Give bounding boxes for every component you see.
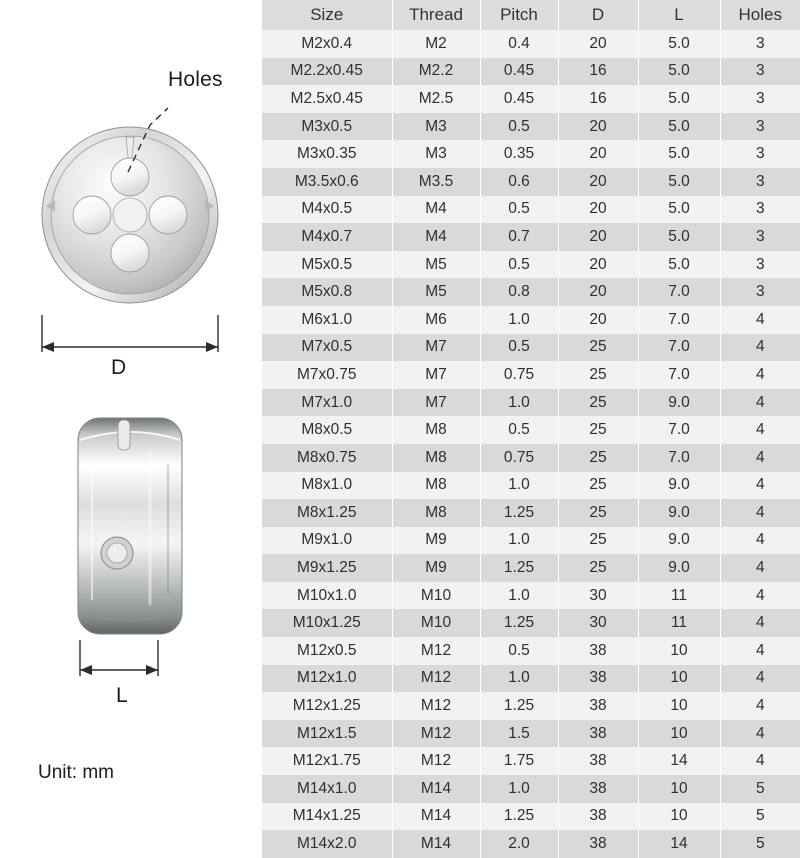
cell-l: 9.0	[638, 527, 720, 555]
cell-holes: 4	[720, 609, 800, 637]
cell-holes: 3	[720, 278, 800, 306]
column-header-pitch: Pitch	[480, 0, 558, 30]
cell-l: 5.0	[638, 140, 720, 168]
cell-size: M4x0.5	[262, 196, 392, 224]
cell-size: M9x1.25	[262, 554, 392, 582]
column-header-holes: Holes	[720, 0, 800, 30]
cell-thread: M3	[392, 140, 480, 168]
holes-callout-label: Holes	[168, 68, 223, 91]
cell-thread: M12	[392, 637, 480, 665]
column-header-d: D	[558, 0, 638, 30]
cell-l: 10	[638, 692, 720, 720]
cell-holes: 4	[720, 747, 800, 775]
cell-size: M8x1.25	[262, 499, 392, 527]
cell-d: 38	[558, 692, 638, 720]
cell-size: M10x1.25	[262, 609, 392, 637]
cell-d: 38	[558, 775, 638, 803]
cell-l: 7.0	[638, 444, 720, 472]
table-row	[262, 472, 800, 500]
cell-pitch: 0.8	[480, 278, 558, 306]
cell-d: 20	[558, 251, 638, 279]
cell-size: M7x0.75	[262, 361, 392, 389]
cell-l: 7.0	[638, 416, 720, 444]
cell-pitch: 0.5	[480, 637, 558, 665]
cell-l: 7.0	[638, 306, 720, 334]
cell-size: M2x0.4	[262, 30, 392, 58]
cell-holes: 4	[720, 637, 800, 665]
dimension-arrow-horizontal-icon-l	[80, 640, 158, 676]
cell-pitch: 0.35	[480, 140, 558, 168]
table-row	[262, 527, 800, 555]
cell-holes: 5	[720, 803, 800, 831]
cell-thread: M10	[392, 582, 480, 610]
cell-d: 20	[558, 306, 638, 334]
table-row	[262, 444, 800, 472]
cell-thread: M3	[392, 113, 480, 141]
cell-holes: 3	[720, 113, 800, 141]
cell-l: 5.0	[638, 223, 720, 251]
cell-size: M5x0.5	[262, 251, 392, 279]
cell-size: M14x2.0	[262, 830, 392, 858]
cell-holes: 4	[720, 720, 800, 748]
table-row	[262, 775, 800, 803]
cell-d: 25	[558, 527, 638, 555]
table-row	[262, 113, 800, 141]
cell-size: M7x0.5	[262, 334, 392, 362]
cell-l: 9.0	[638, 389, 720, 417]
cell-thread: M14	[392, 830, 480, 858]
table-row	[262, 637, 800, 665]
cell-l: 9.0	[638, 472, 720, 500]
cell-holes: 3	[720, 168, 800, 196]
cell-thread: M7	[392, 334, 480, 362]
cell-size: M3x0.5	[262, 113, 392, 141]
cell-l: 11	[638, 609, 720, 637]
table-row	[262, 582, 800, 610]
cell-size: M4x0.7	[262, 223, 392, 251]
cell-holes: 4	[720, 416, 800, 444]
table-row	[262, 223, 800, 251]
cell-d: 25	[558, 334, 638, 362]
round-die-side-view-icon	[78, 418, 182, 634]
cell-pitch: 1.0	[480, 775, 558, 803]
cell-pitch: 1.0	[480, 527, 558, 555]
cell-thread: M12	[392, 747, 480, 775]
cell-l: 7.0	[638, 361, 720, 389]
cell-d: 38	[558, 720, 638, 748]
cell-thread: M9	[392, 554, 480, 582]
cell-d: 20	[558, 113, 638, 141]
cell-holes: 3	[720, 58, 800, 86]
table-row	[262, 278, 800, 306]
cell-d: 25	[558, 444, 638, 472]
illustration-svg	[0, 0, 262, 800]
cell-thread: M8	[392, 444, 480, 472]
cell-thread: M5	[392, 278, 480, 306]
cell-l: 14	[638, 830, 720, 858]
cell-pitch: 1.0	[480, 582, 558, 610]
product-illustration	[0, 0, 262, 800]
cell-size: M8x0.75	[262, 444, 392, 472]
cell-l: 7.0	[638, 334, 720, 362]
cell-pitch: 0.75	[480, 361, 558, 389]
cell-d: 20	[558, 140, 638, 168]
cell-holes: 3	[720, 223, 800, 251]
cell-d: 30	[558, 582, 638, 610]
table-row	[262, 416, 800, 444]
cell-pitch: 0.5	[480, 196, 558, 224]
cell-l: 10	[638, 775, 720, 803]
table-row	[262, 58, 800, 86]
column-header-l: L	[638, 0, 720, 30]
table-row	[262, 692, 800, 720]
table-row	[262, 85, 800, 113]
cell-d: 16	[558, 58, 638, 86]
table-row	[262, 803, 800, 831]
table-row	[262, 389, 800, 417]
cell-size: M12x0.5	[262, 637, 392, 665]
cell-pitch: 0.4	[480, 30, 558, 58]
cell-size: M12x1.75	[262, 747, 392, 775]
column-header-size: Size	[262, 0, 392, 30]
cell-l: 5.0	[638, 85, 720, 113]
round-die-top-view-icon	[42, 127, 218, 303]
cell-holes: 4	[720, 554, 800, 582]
cell-d: 38	[558, 830, 638, 858]
cell-pitch: 0.5	[480, 113, 558, 141]
cell-holes: 5	[720, 775, 800, 803]
table-body	[262, 30, 800, 858]
column-header-thread: Thread	[392, 0, 480, 30]
table-row	[262, 334, 800, 362]
cell-d: 38	[558, 803, 638, 831]
cell-l: 5.0	[638, 168, 720, 196]
cell-pitch: 1.75	[480, 747, 558, 775]
table-row	[262, 554, 800, 582]
cell-pitch: 0.7	[480, 223, 558, 251]
cell-size: M2.5x0.45	[262, 85, 392, 113]
cell-pitch: 0.5	[480, 416, 558, 444]
cell-thread: M4	[392, 223, 480, 251]
cell-holes: 4	[720, 472, 800, 500]
cell-pitch: 2.0	[480, 830, 558, 858]
cell-pitch: 1.0	[480, 389, 558, 417]
cell-d: 25	[558, 361, 638, 389]
cell-size: M9x1.0	[262, 527, 392, 555]
cell-l: 10	[638, 665, 720, 693]
table-row	[262, 361, 800, 389]
cell-thread: M2	[392, 30, 480, 58]
cell-size: M7x1.0	[262, 389, 392, 417]
table-row	[262, 140, 800, 168]
cell-l: 5.0	[638, 30, 720, 58]
cell-size: M6x1.0	[262, 306, 392, 334]
cell-size: M12x1.5	[262, 720, 392, 748]
cell-holes: 4	[720, 499, 800, 527]
cell-holes: 4	[720, 306, 800, 334]
cell-pitch: 1.25	[480, 554, 558, 582]
specification-table	[262, 0, 800, 858]
cell-thread: M12	[392, 692, 480, 720]
cell-pitch: 0.45	[480, 58, 558, 86]
cell-size: M3.5x0.6	[262, 168, 392, 196]
cell-holes: 4	[720, 665, 800, 693]
cell-d: 25	[558, 389, 638, 417]
unit-note: Unit: mm	[38, 762, 114, 783]
cell-size: M12x1.0	[262, 665, 392, 693]
cell-d: 38	[558, 637, 638, 665]
cell-l: 9.0	[638, 499, 720, 527]
cell-holes: 4	[720, 389, 800, 417]
cell-thread: M9	[392, 527, 480, 555]
cell-d: 38	[558, 665, 638, 693]
cell-holes: 4	[720, 692, 800, 720]
cell-d: 20	[558, 168, 638, 196]
cell-pitch: 0.6	[480, 168, 558, 196]
cell-d: 25	[558, 554, 638, 582]
cell-pitch: 1.5	[480, 720, 558, 748]
cell-size: M14x1.0	[262, 775, 392, 803]
cell-d: 25	[558, 416, 638, 444]
cell-l: 5.0	[638, 251, 720, 279]
table-row	[262, 830, 800, 858]
cell-d: 25	[558, 499, 638, 527]
cell-holes: 3	[720, 251, 800, 279]
cell-l: 10	[638, 720, 720, 748]
cell-l: 9.0	[638, 554, 720, 582]
cell-thread: M10	[392, 609, 480, 637]
cell-d: 20	[558, 30, 638, 58]
cell-thread: M3.5	[392, 168, 480, 196]
cell-pitch: 1.25	[480, 499, 558, 527]
cell-size: M8x1.0	[262, 472, 392, 500]
cell-thread: M14	[392, 775, 480, 803]
cell-thread: M6	[392, 306, 480, 334]
cell-thread: M8	[392, 499, 480, 527]
cell-l: 5.0	[638, 196, 720, 224]
cell-l: 10	[638, 803, 720, 831]
diameter-dimension-label: D	[111, 356, 127, 379]
cell-holes: 4	[720, 582, 800, 610]
table-row	[262, 196, 800, 224]
cell-d: 20	[558, 278, 638, 306]
cell-l: 7.0	[638, 278, 720, 306]
cell-thread: M5	[392, 251, 480, 279]
cell-d: 20	[558, 196, 638, 224]
cell-holes: 5	[720, 830, 800, 858]
cell-thread: M8	[392, 472, 480, 500]
table-row	[262, 499, 800, 527]
cell-holes: 4	[720, 527, 800, 555]
cell-size: M8x0.5	[262, 416, 392, 444]
cell-thread: M12	[392, 720, 480, 748]
cell-thread: M12	[392, 665, 480, 693]
cell-pitch: 0.45	[480, 85, 558, 113]
table-row	[262, 665, 800, 693]
cell-thread: M2.5	[392, 85, 480, 113]
table-header	[262, 0, 800, 30]
cell-pitch: 0.75	[480, 444, 558, 472]
table-row	[262, 168, 800, 196]
cell-thread: M7	[392, 389, 480, 417]
cell-holes: 4	[720, 361, 800, 389]
cell-pitch: 1.25	[480, 803, 558, 831]
cell-pitch: 1.0	[480, 306, 558, 334]
cell-holes: 4	[720, 334, 800, 362]
cell-pitch: 1.25	[480, 692, 558, 720]
cell-d: 16	[558, 85, 638, 113]
specification-table-container	[262, 0, 800, 853]
cell-d: 25	[558, 472, 638, 500]
cell-thread: M8	[392, 416, 480, 444]
table-header-row	[262, 0, 800, 30]
cell-size: M5x0.8	[262, 278, 392, 306]
cell-size: M12x1.25	[262, 692, 392, 720]
cell-size: M3x0.35	[262, 140, 392, 168]
cell-l: 5.0	[638, 58, 720, 86]
cell-pitch: 1.0	[480, 665, 558, 693]
cell-l: 14	[638, 747, 720, 775]
dimension-arrow-horizontal-icon-d	[42, 315, 218, 352]
cell-thread: M2.2	[392, 58, 480, 86]
cell-holes: 4	[720, 444, 800, 472]
cell-thread: M7	[392, 361, 480, 389]
cell-thread: M4	[392, 196, 480, 224]
cell-pitch: 0.5	[480, 334, 558, 362]
cell-pitch: 0.5	[480, 251, 558, 279]
cell-holes: 3	[720, 140, 800, 168]
cell-pitch: 1.0	[480, 472, 558, 500]
cell-d: 20	[558, 223, 638, 251]
cell-size: M10x1.0	[262, 582, 392, 610]
cell-size: M14x1.25	[262, 803, 392, 831]
cell-d: 38	[558, 747, 638, 775]
table-row	[262, 720, 800, 748]
table-row	[262, 609, 800, 637]
cell-d: 30	[558, 609, 638, 637]
cell-size: M2.2x0.45	[262, 58, 392, 86]
table-row	[262, 30, 800, 58]
table-row	[262, 251, 800, 279]
cell-holes: 3	[720, 85, 800, 113]
cell-l: 5.0	[638, 113, 720, 141]
cell-l: 11	[638, 582, 720, 610]
cell-holes: 3	[720, 30, 800, 58]
cell-pitch: 1.25	[480, 609, 558, 637]
table-row	[262, 306, 800, 334]
length-dimension-label: L	[116, 684, 128, 707]
cell-l: 10	[638, 637, 720, 665]
cell-thread: M14	[392, 803, 480, 831]
cell-holes: 3	[720, 196, 800, 224]
table-row	[262, 747, 800, 775]
